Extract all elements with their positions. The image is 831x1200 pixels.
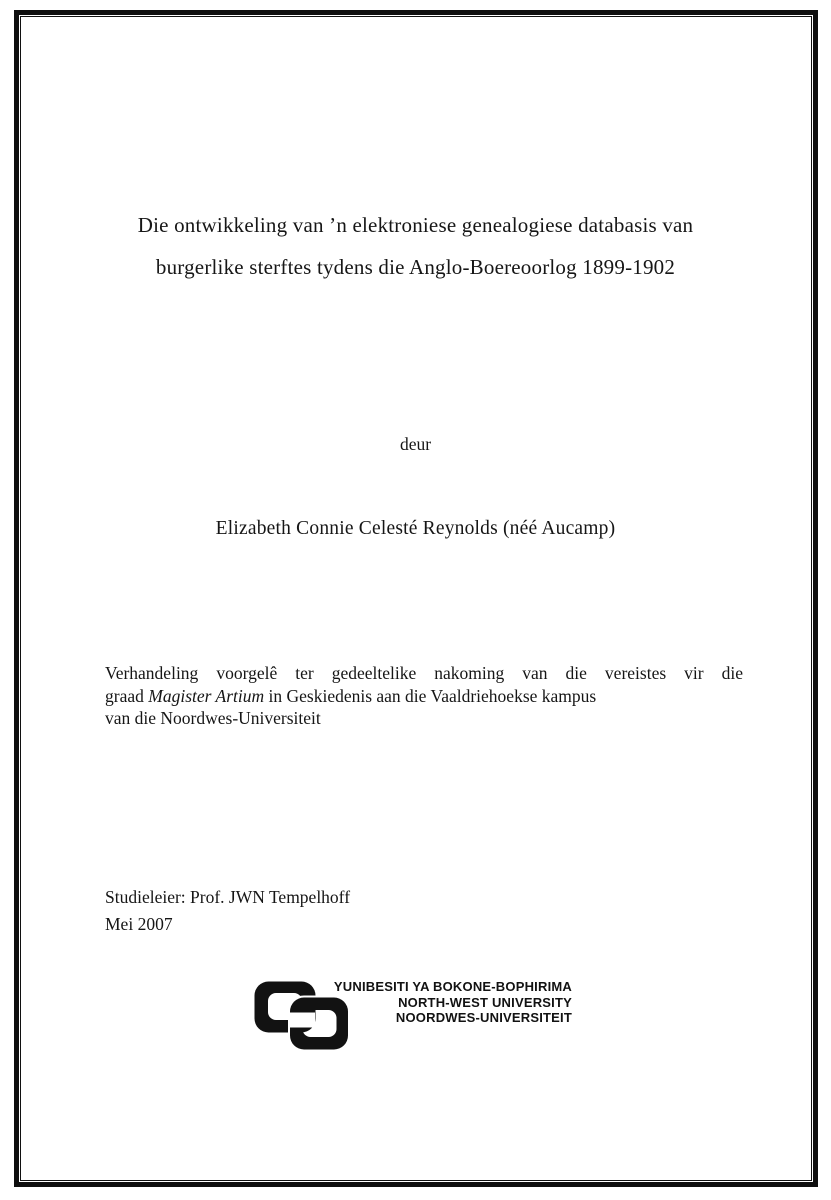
thesis-title (0, 204, 831, 288)
degree-statement-line1: Verhandeling voorgelê ter gedeeltelike nakoming van die vereistes vir die (105, 663, 743, 683)
byline-deur: deur (399, 434, 432, 454)
author-name: Elizabeth Connie Celesté Reynolds (néé Aucamp) (215, 518, 616, 539)
nwu-logo-line-english: NORTH-WEST UNIVERSITY (398, 994, 572, 1010)
degree-name-italic: Magister Artium (148, 685, 265, 706)
date-line: Mei 2007 (105, 914, 173, 934)
nwu-logo-text (300, 979, 572, 1026)
degree-statement-line2-suffix: in Geskiedenis aan die Vaaldriehoekse kampus (264, 685, 597, 706)
degree-statement-line3: van die Noordwes-Universiteit (105, 708, 321, 728)
thesis-title-line2: burgerlike sterftes tydens die Anglo-Boereoorlog 1899-1902 (155, 255, 676, 279)
nwu-logo-line-setswana: YUNIBESITI YA BOKONE-BOPHIRIMA (333, 979, 572, 994)
degree-statement-line2 (105, 685, 743, 708)
degree-statement (105, 662, 743, 730)
supervisor-block (105, 884, 350, 938)
nwu-logo-line-afrikaans: NOORDWES-UNIVERSITEIT (395, 1010, 572, 1025)
thesis-title-line1: Die ontwikkeling van ’n elektroniese genealogiese databasis van (137, 213, 694, 237)
supervisor-line: Studieleier: Prof. JWN Tempelhoff (105, 887, 351, 907)
degree-statement-line2-prefix: graad (105, 685, 149, 706)
